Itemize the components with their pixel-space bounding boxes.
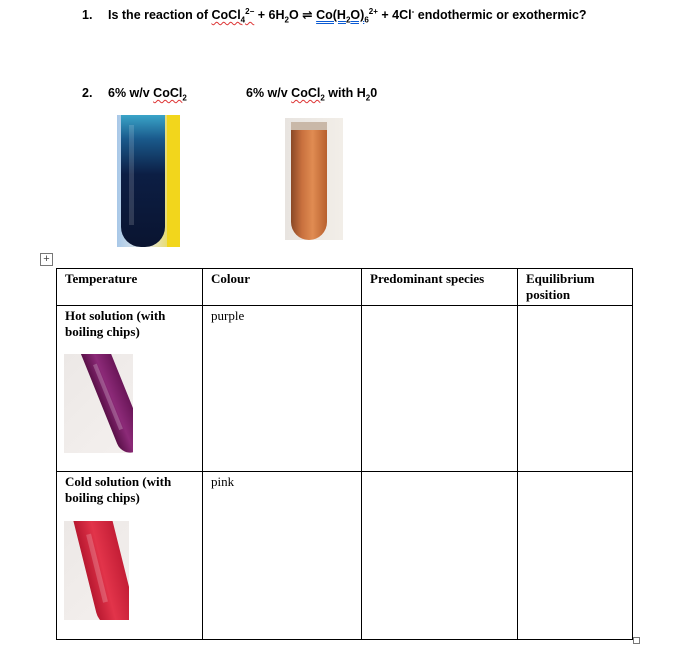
resize-handle-icon[interactable] — [633, 637, 640, 644]
question-1-species-complex: $Co(H_2O)_6$ — [316, 8, 369, 25]
question-1: 1. Is the reaction of CoCl$_4^{2-}$ + $6H_2O$ ⇌ $Co(H_2O)_6^{2+} + 4Cl^-$ endothermic or exothermic? — [82, 6, 587, 25]
question-2-number: 2. — [82, 86, 93, 100]
hot-solution-tube-photo — [64, 354, 133, 453]
cocl2-with-water-tube-photo — [285, 118, 343, 240]
table-header-row — [57, 269, 633, 306]
cold-solution-tube-photo — [64, 521, 129, 620]
question-1-species-cocl4: CoCl$_4^{2-}$ — [211, 6, 255, 25]
cell-position-hot[interactable] — [518, 306, 633, 472]
question-1-number: 1. — [82, 8, 93, 22]
results-table — [56, 268, 633, 640]
table-row — [57, 472, 633, 640]
question-2-label-2: 6% w/v CoCl$_2$ with $H_20$ — [246, 86, 378, 103]
question-2-label-1: 6% w/v CoCl$_2$ — [108, 86, 187, 103]
cell-species-cold[interactable] — [362, 472, 518, 640]
cell-species-hot[interactable] — [362, 306, 518, 472]
question-2 — [82, 86, 187, 103]
cell-position-cold[interactable] — [518, 472, 633, 640]
table-row — [57, 306, 633, 472]
hot-solution-label: Hot solution (with boiling chips) — [65, 308, 166, 339]
question-1-text-after: endothermic or exothermic? — [414, 8, 587, 22]
equilibrium-arrow: ⇌ — [302, 8, 313, 22]
cold-solution-label: Cold solution (with boiling chips) — [65, 474, 172, 505]
header-predominant-species[interactable]: Predominant species — [362, 269, 518, 306]
cell-colour-cold[interactable]: pink — [203, 472, 362, 640]
header-colour[interactable]: Colour — [203, 269, 362, 306]
header-temperature[interactable]: Temperature — [57, 269, 203, 306]
question-1-text-before: Is the reaction of — [108, 8, 212, 22]
move-anchor-icon[interactable]: + — [40, 253, 53, 266]
header-equilibrium-position[interactable]: Equilibrium position — [518, 269, 633, 306]
cell-colour-hot[interactable]: purple — [203, 306, 362, 472]
cocl2-tube-photo — [117, 115, 180, 247]
